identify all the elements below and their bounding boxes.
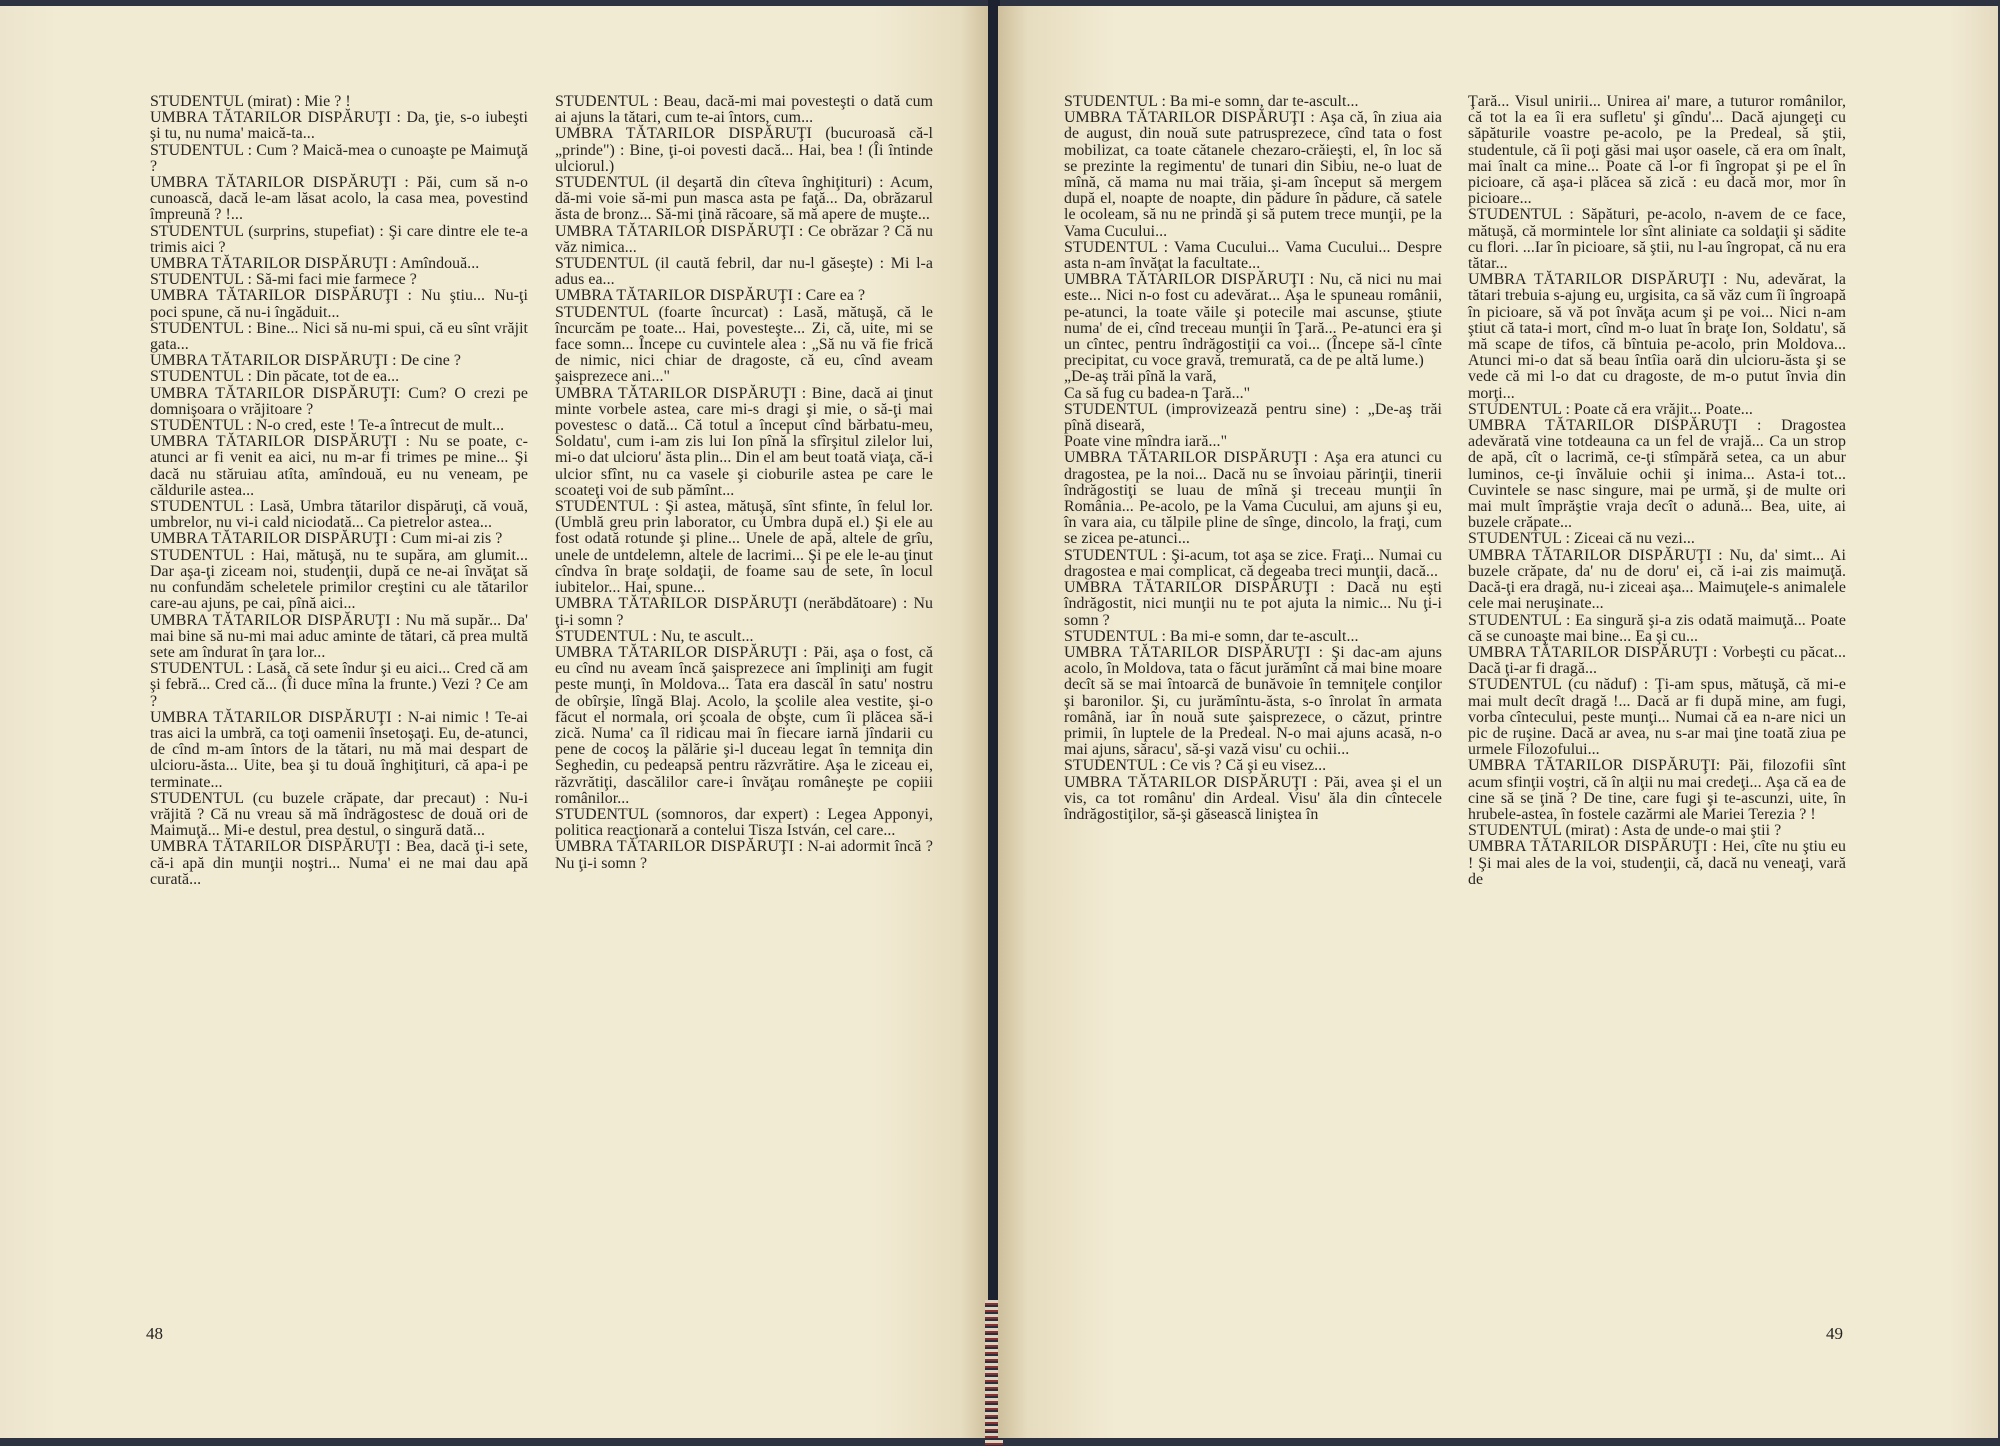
left-page-column-2: STUDENTUL : Beau, dacă-mi mai povesteşti o dată cum ai ajuns la tătari, cum te-ai întors, cum... UMBRA TĂTARILOR DISPĂRUŢI (bucuroasă că-l „prinde") : Bine, ţi-oi povesti dacă... Hai, bea ! (Îi întinde ulciorul.) STUDENTUL (il deşartă din cîteva înghiţituri) : Acum, dă-mi voie să-mi pun masca asta pe faţă... Da, obrăzarul ăsta de bronz... Să-mi ţină răcoare, să mă apere de muşte... UMBRA TĂTARILOR DISPĂRUŢI : Ce obrăzar ? Că nu văz nimica... STUDENTUL (il caută febril, dar nu-l găseşte) : Mi l-a adus ea... UMBRA TĂTARILOR DISPĂRUŢI : Care ea ? STUDENTUL (foarte încurcat) : Lasă, mătuşă, că le încurcăm pe toate... Hai, povesteşte... Zi, că, uite, mi se face somn... Începe cu cuvintele alea : „Să nu vă fie frică de nimic, nici chiar de dragoste, că eu, cînd aveam şaisprezece ani..." UMBRA TĂTARILOR DISPĂRUŢI : Bine, dacă ai ţinut minte vorbele astea, care mi-s dragi şi mie, o să-ţi mai povestesc o dată... Că totul a început cînd bărbatu-meu, Soldatu', cum i-am zis lui Ion pînă la sfîrşitul zilelor lui, mi-o dat ulcioru' ăsta plin... Din el am beut toată viaţa, că-i ulcior sfînt, nu ca vasele şi cioburile astea pe care le scoateţi voi de sub pămînt... STUDENTUL : Şi astea, mătuşă, sînt sfinte, în felul lor. (Umblă greu prin laborator, cu Umbra după el.) Şi ele au fost odată rotunde şi pline... Unele de apă, altele de grîu, unele de untdelemn, altele de lacrimi... Şi pe ele le-au ţinut cîndva în braţe soldaţii, de foame sau de sete, în locul iubitelor... Hai, spune... UMBRA TĂTARILOR DISPĂRUŢI (nerăbdătoare) : Nu ţi-i somn ? STUDENTUL : Nu, te ascult... UMBRA TĂTARILOR DISPĂRUŢI : Păi, aşa o fost, că eu cînd nu aveam încă şaisprezece ani împliniţi am fugit peste munţi, în Moldova... Tata era dascăl în satu' nostru de obîrşie, lîngă Blaj. Acolo, la şcolile alea vestite, şi-o făcut el normala, ori şcoala de obşte, cum îi plăcea să-i zică. Numa' ca îl ridicau mai în fiecare iarnă jîndarii cu pene de cocoş la pălărie şi-l duceau legat în temniţa din Seghedin, cu pedeapsă pentru răzvrătire. Aşa le ziceau ei, răzvrătiţi, dascălilor care-i învăţau româneşte pe copiii românilor... STUDENTUL (somnoros, dar expert) : Legea Apponyi, politica reacţionară a contelui Tisza István, cel care... UMBRA TĂTARILOR DISPĂRUŢI : N-ai adormit încă ? Nu ţi-i somn ?	[555, 93, 933, 872]
right-page-number: 49	[1826, 1324, 1843, 1343]
right-page-column-2: Ţară... Visul unirii... Unirea ai' mare, a tuturor românilor, că tot la ea îi era sufletu' şi gîndu'... Dacă ajungeţi cu săpăturile voastre pe-acolo, pe la Predeal, să ştii, studentule, că îi poţi găsi mai uşor oasele, că era om înalt, mai înalt ca mine... Poate că l-or fi îngropat şi pe el în picioare, că aşa-i plăcea să zică : eu dacă mor, mor în picioare... STUDENTUL : Săpături, pe-acolo, n-avem de ce face, mătuşă, că mormintele lor sînt aliniate ca soldaţii şi sădite cu flori. ...Iar în picioare, să ştii, nu l-au îngropat, că nu era tătar... UMBRA TĂTARILOR DISPĂRUŢI : Nu, adevărat, la tătari trebuia s-ajung eu, urgisita, ca să văz cum îi îngroapă în picioare, să vă pot învăţa acum şi pe voi... Nici n-am ştiut că tata-i mort, cînd m-o luat în braţe Ion, Soldatu', să mă scape de tifos, că bîntuia pe-acolo, prin Moldova... Atunci mi-o dat să beau întîia oară din ulcioru-ăsta şi se vede că mi l-o dat cu dragoste, de m-o putut învia din morţi... STUDENTUL : Poate că era vrăjit... Poate... UMBRA TĂTARILOR DISPĂRUŢI : Dragostea adevărată vine totdeauna ca un fel de vrajă... Ca un strop de apă, cît o lacrimă, ce-ţi stîmpără setea, ca un abur luminos, ce-ţi învăluie ochii şi inima... Asta-i tot... Cuvintele se nasc singure, mai pe urmă, şi de multe ori mai mult împrăştie vraja decît o adună... Bea, uite, ai buzele crăpate... STUDENTUL : Ziceai că nu vezi... UMBRA TĂTARILOR DISPĂRUŢI : Nu, da' simt... Ai buzele crăpate, da' nu de doru' ei, că i-ai zis maimuţă. Dacă-ţi era dragă, nu-i ziceai aşa... Maimuţele-s animalele cele mai neruşinate... STUDENTUL : Ea singură şi-a zis odată maimuţă... Poate că se cunoaşte mai bine... Ea şi cu... UMBRA TĂTARILOR DISPĂRUŢI : Vorbeşti cu păcat... Dacă ţi-ar fi dragă... STUDENTUL (cu năduf) : Ţi-am spus, mătuşă, că mi-e mai mult decît dragă !... Dacă ar fi după mine, am fugi, vorba cîntecului, peste munţi... Numai că ea n-are nici un pic de ruşine. Dacă ar avea, nu s-ar mai ţine toată ziua pe urmele Filozofului... UMBRA TĂTARILOR DISPĂRUŢI: Păi, filozofii sînt acum sfinţii voştri, că în alţii nu mai credeţi... Aşa că ea de cine să se ţină ? De tine, care fugi şi te-ascunzi, uite, în hrubele-astea, în fostele cazărmi ale Mariei Terezia ? ! STUDENTUL (mirat) : Asta de unde-o mai ştii ? UMBRA TĂTARILOR DISPĂRUŢI : Hei, cîte nu ştiu eu ! Şi mai ales de la voi, studenţii, că, dacă nu veneaţi, vară de	[1468, 93, 1846, 888]
left-page-number: 48	[146, 1324, 163, 1343]
right-page-column-1: STUDENTUL : Ba mi-e somn, dar te-ascult... UMBRA TĂTARILOR DISPĂRUŢI : Aşa că, în ziua aia de august, din nouă sute patrusprezece, cînd tata o fost mobilizat, ca toate cătanele chezaro-crăieşti, el, în loc să se prezinte la regimentu' de tunari din Sibiu, ne-o luat de mînă, că mama nu mai trăia, şi-am început să mergem după el, noapte de noapte, din pădure în pădure, că satele le ocoleam, să nu ne prindă şi să putem trece munţii, pe la Vama Cucului... STUDENTUL : Vama Cucului... Vama Cucului... Despre asta n-am învăţat la facultate... UMBRA TĂTARILOR DISPĂRUŢI : Nu, că nici nu mai este... Nici n-o fost cu adevărat... Aşa le spuneau românii, pe-atunci, la toate văile şi potecile mai ascunse, ştiute numa' de ei, cînd treceau munţii în Ţară... Pe-atunci era şi un cîntec, pentru îndrăgostiţii ca voi... (Începe să-l cînte precipitat, cu voce gravă, tremurată, ca de pe altă lume.) „De-aş trăi pînă la vară, Ca să fug cu badea-n Ţară..." STUDENTUL (improvizează pentru sine) : „De-aş trăi pînă diseară, Poate vine mîndra iară..." UMBRA TĂTARILOR DISPĂRUŢI : Aşa era atunci cu dragostea, pe la noi... Dacă nu se învoiau părinţii, tinerii îndrăgostiţi se luau de mînă şi treceau munţii în România... Pe-acolo, pe la Vama Cucului, am ajuns şi eu, în vara aia, cu tălpile pline de sînge, dincolo, la fraţi, cum se zicea pe-atunci... STUDENTUL : Şi-acum, tot aşa se zice. Fraţi... Numai cu dragostea e mai complicat, că degeaba treci munţii, dacă... UMBRA TĂTARILOR DISPĂRUŢI : Dacă nu eşti îndrăgostit, nici munţii nu te pot ajuta la nimic... Nu ţi-i somn ? STUDENTUL : Ba mi-e somn, dar te-ascult... UMBRA TĂTARILOR DISPĂRUŢI : Şi dac-am ajuns acolo, în Moldova, tata o făcut jurămînt că mai bine moare decît să se mai întoarcă de bunăvoie în temniţele conţilor şi baronilor. Şi, cu jurămîntu-ăsta, s-o înrolat în armata română, iar în nouă sute şaisprezece, o căzut, printre primii, în luptele de la Predeal. N-o mai ajuns acasă, n-o mai ajuns, săracu', să-şi vază visu' cu ochii... STUDENTUL : Ce vis ? Că şi eu visez... UMBRA TĂTARILOR DISPĂRUŢI : Păi, avea şi el un vis, ca tot românu' din Ardeal. Visu' ăla din cîntecele îndrăgostiţilor, să-şi găsească liniştea în	[1064, 93, 1442, 823]
left-page	[0, 6, 990, 1438]
right-page	[998, 6, 1998, 1438]
left-page-column-1: STUDENTUL (mirat) : Mie ? ! UMBRA TĂTARILOR DISPĂRUŢI : Da, ţie, s-o iubeşti şi tu, nu numa' maică-ta... STUDENTUL : Cum ? Maică-mea o cunoaşte pe Maimuţă ? UMBRA TĂTARILOR DISPĂRUŢI : Păi, cum să n-o cunoască, dacă le-am lăsat acolo, la casa mea, povestind împreună ? !... STUDENTUL (surprins, stupefiat) : Şi care dintre ele te-a trimis aici ? UMBRA TĂTARILOR DISPĂRUŢI : Amîndouă... STUDENTUL : Să-mi faci mie farmece ? UMBRA TĂTARILOR DISPĂRUŢI : Nu ştiu... Nu-ţi poci spune, că nu-i îngăduit... STUDENTUL : Bine... Nici să nu-mi spui, că eu sînt vrăjit gata... UMBRA TĂTARILOR DISPĂRUŢI : De cine ? STUDENTUL : Din păcate, tot de ea... UMBRA TĂTARILOR DISPĂRUŢI: Cum? O crezi pe domnişoara o vrăjitoare ? STUDENTUL : N-o cred, este ! Te-a întrecut de mult... UMBRA TĂTARILOR DISPĂRUŢI : Nu se poate, c-atunci ar fi venit ea aici, nu m-ar fi trimes pe mine... Şi dacă nu stăruiau atîta, amîndouă, eu nu veneam, pe căldurile astea... STUDENTUL : Lasă, Umbra tătarilor dispăruţi, că vouă, umbrelor, nu vi-i cald niciodată... Ca pietrelor astea... UMBRA TĂTARILOR DISPĂRUŢI : Cum mi-ai zis ? STUDENTUL : Hai, mătuşă, nu te supăra, am glumit... Dar aşa-ţi ziceam noi, studenţii, după ce ne-ai învăţat să nu confundăm scheletele primilor creştini cu ale tătarilor care-au ajuns, pe cai, pînă aici... UMBRA TĂTARILOR DISPĂRUŢI : Nu mă supăr... Da' mai bine să nu-mi mai aduc aminte de tătari, că prea multă sete am îndurat în ţara lor... STUDENTUL : Lasă, că sete îndur şi eu aici... Cred că am şi febră... Cred că... (Îi duce mîna la frunte.) Vezi ? Ce am ? UMBRA TĂTARILOR DISPĂRUŢI : N-ai nimic ! Te-ai tras aici la umbră, ca toţi oamenii însetoşaţi. Eu, de-atunci, de cînd m-am întors de la tătari, nu mă mai despart de ulcioru-ăsta... Uite, bea şi tu două înghiţituri, că apa-i pe terminate... STUDENTUL (cu buzele crăpate, dar precaut) : Nu-i vrăjită ? Că nu vreau să mă îndrăgostesc de două ori de Maimuţă... Mi-e destul, prea destul, o singură dată... UMBRA TĂTARILOR DISPĂRUŢI : Bea, dacă ţi-i sete, că-i apă din munţii noştri... Numa' ei ne mai dau apă curată...	[150, 93, 528, 888]
